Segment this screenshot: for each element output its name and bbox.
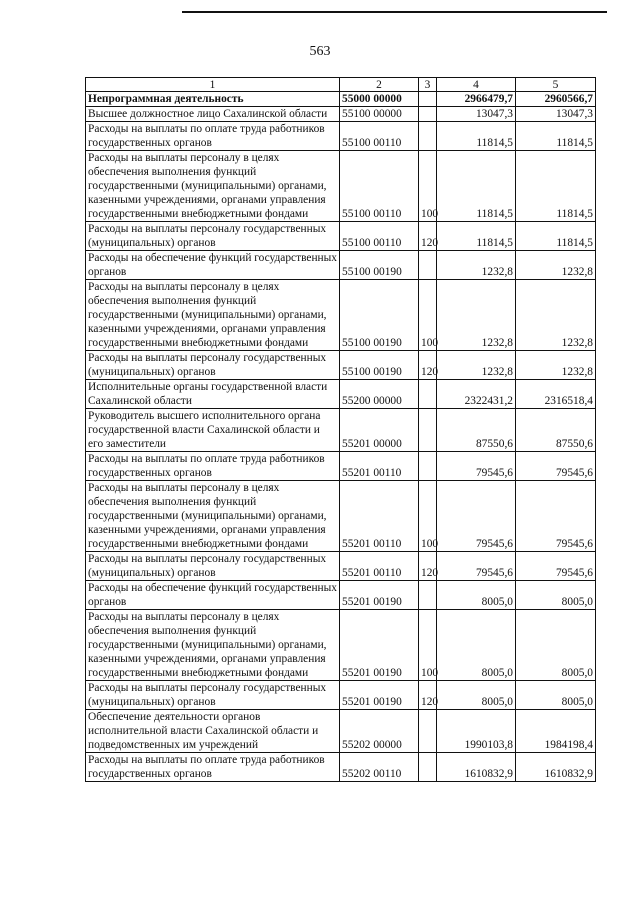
row-expense-type (419, 452, 437, 481)
row-value-5: 1232,8 (516, 251, 596, 280)
page-number: 563 (309, 44, 331, 59)
row-target-code: 55201 00110 (340, 481, 419, 552)
row-target-code: 55201 00190 (340, 681, 419, 710)
row-value-5: 11814,5 (516, 222, 596, 251)
row-target-code: 55100 00110 (340, 151, 419, 222)
row-value-5: 1984198,4 (516, 710, 596, 753)
row-value-4: 1232,8 (437, 351, 516, 380)
column-header-2: 2 (340, 78, 419, 92)
row-name: Расходы на выплаты по оплате труда работников государственных органов (86, 122, 340, 151)
row-value-4: 79545,6 (437, 552, 516, 581)
table-header-row (86, 78, 596, 92)
row-expense-type: 120 (419, 351, 437, 380)
row-target-code: 55100 00110 (340, 222, 419, 251)
table-row (86, 107, 596, 122)
top-rule (182, 11, 607, 13)
row-value-5: 1610832,9 (516, 753, 596, 782)
row-name: Расходы на обеспечение функций государственных органов (86, 251, 340, 280)
row-name: Обеспечение деятельности органов исполнительной власти Сахалинской области и подведомственных им учреждений (86, 710, 340, 753)
table-row (86, 92, 596, 107)
row-target-code: 55100 00110 (340, 122, 419, 151)
row-expense-type (419, 710, 437, 753)
row-value-5: 8005,0 (516, 681, 596, 710)
row-value-5: 79545,6 (516, 452, 596, 481)
table-row (86, 552, 596, 581)
row-value-5: 2960566,7 (516, 92, 596, 107)
row-name: Расходы на выплаты персоналу государственных (муниципальных) органов (86, 552, 340, 581)
row-value-4: 8005,0 (437, 610, 516, 681)
table-row (86, 280, 596, 351)
row-value-5: 87550,6 (516, 409, 596, 452)
row-value-5: 8005,0 (516, 581, 596, 610)
table-row (86, 681, 596, 710)
row-value-4: 1610832,9 (437, 753, 516, 782)
row-value-4: 79545,6 (437, 452, 516, 481)
row-target-code: 55202 00110 (340, 753, 419, 782)
row-name: Высшее должностное лицо Сахалинской области (86, 107, 340, 122)
row-target-code: 55100 00190 (340, 351, 419, 380)
budget-table (85, 77, 596, 782)
row-name: Расходы на выплаты персоналу государственных (муниципальных) органов (86, 681, 340, 710)
column-header-3: 3 (419, 78, 437, 92)
row-expense-type (419, 380, 437, 409)
row-value-4: 11814,5 (437, 222, 516, 251)
row-value-5: 11814,5 (516, 151, 596, 222)
table-row (86, 251, 596, 280)
column-header-5: 5 (516, 78, 596, 92)
row-name: Руководитель высшего исполнительного органа государственной власти Сахалинской области и его заместители (86, 409, 340, 452)
row-value-5: 13047,3 (516, 107, 596, 122)
row-value-5: 11814,5 (516, 122, 596, 151)
row-target-code: 55100 00000 (340, 107, 419, 122)
row-value-5: 1232,8 (516, 280, 596, 351)
row-value-4: 79545,6 (437, 481, 516, 552)
table-row (86, 581, 596, 610)
row-value-5: 79545,6 (516, 481, 596, 552)
table-row (86, 222, 596, 251)
column-header-1: 1 (86, 78, 340, 92)
row-name: Расходы на выплаты персоналу в целях обеспечения выполнения функций государственными (муниципальными) органами, казенными учреждениями, органами управления государственными внебюджетными фондами (86, 481, 340, 552)
table-row (86, 409, 596, 452)
row-value-4: 11814,5 (437, 122, 516, 151)
row-expense-type: 100 (419, 481, 437, 552)
table-row (86, 753, 596, 782)
row-target-code: 55201 00000 (340, 409, 419, 452)
row-name: Расходы на выплаты по оплате труда работников государственных органов (86, 452, 340, 481)
row-target-code: 55201 00110 (340, 452, 419, 481)
row-value-4: 8005,0 (437, 581, 516, 610)
row-expense-type: 100 (419, 280, 437, 351)
row-expense-type (419, 107, 437, 122)
row-value-4: 87550,6 (437, 409, 516, 452)
row-value-4: 11814,5 (437, 151, 516, 222)
row-target-code: 55100 00190 (340, 251, 419, 280)
row-target-code: 55100 00190 (340, 280, 419, 351)
row-name: Расходы на выплаты персоналу государственных (муниципальных) органов (86, 222, 340, 251)
row-value-4: 13047,3 (437, 107, 516, 122)
row-value-4: 2966479,7 (437, 92, 516, 107)
row-name: Исполнительные органы государственной власти Сахалинской области (86, 380, 340, 409)
row-expense-type (419, 122, 437, 151)
row-target-code: 55201 00110 (340, 552, 419, 581)
row-expense-type: 100 (419, 610, 437, 681)
table-row (86, 481, 596, 552)
column-header-4: 4 (437, 78, 516, 92)
row-value-4: 1990103,8 (437, 710, 516, 753)
row-name: Расходы на выплаты персоналу в целях обеспечения выполнения функций государственными (муниципальными) органами, казенными учреждениями, органами управления государственными внебюджетными фондами (86, 280, 340, 351)
table-row (86, 351, 596, 380)
row-name: Непрограммная деятельность (86, 92, 340, 107)
row-value-5: 8005,0 (516, 610, 596, 681)
row-expense-type: 100 (419, 151, 437, 222)
row-value-5: 79545,6 (516, 552, 596, 581)
row-expense-type (419, 251, 437, 280)
row-target-code: 55201 00190 (340, 581, 419, 610)
row-expense-type (419, 409, 437, 452)
table-row (86, 380, 596, 409)
row-expense-type (419, 581, 437, 610)
row-expense-type: 120 (419, 222, 437, 251)
row-value-4: 1232,8 (437, 251, 516, 280)
table-row (86, 452, 596, 481)
row-target-code: 55202 00000 (340, 710, 419, 753)
row-expense-type (419, 753, 437, 782)
row-name: Расходы на выплаты персоналу государственных (муниципальных) органов (86, 351, 340, 380)
row-value-4: 8005,0 (437, 681, 516, 710)
row-value-4: 2322431,2 (437, 380, 516, 409)
row-name: Расходы на выплаты по оплате труда работников государственных органов (86, 753, 340, 782)
table-row (86, 151, 596, 222)
table-row (86, 710, 596, 753)
table-row (86, 122, 596, 151)
row-value-4: 1232,8 (437, 280, 516, 351)
row-name: Расходы на выплаты персоналу в целях обеспечения выполнения функций государственными (муниципальными) органами, казенными учреждениями, органами управления государственными внебюджетными фондами (86, 610, 340, 681)
row-expense-type: 120 (419, 681, 437, 710)
row-expense-type (419, 92, 437, 107)
row-name: Расходы на выплаты персоналу в целях обеспечения выполнения функций государственными (муниципальными) органами, казенными учреждениями, органами управления государственными внебюджетными фондами (86, 151, 340, 222)
row-value-5: 1232,8 (516, 351, 596, 380)
row-name: Расходы на обеспечение функций государственных органов (86, 581, 340, 610)
row-target-code: 55000 00000 (340, 92, 419, 107)
row-target-code: 55200 00000 (340, 380, 419, 409)
table-row (86, 610, 596, 681)
row-target-code: 55201 00190 (340, 610, 419, 681)
row-value-5: 2316518,4 (516, 380, 596, 409)
row-expense-type: 120 (419, 552, 437, 581)
